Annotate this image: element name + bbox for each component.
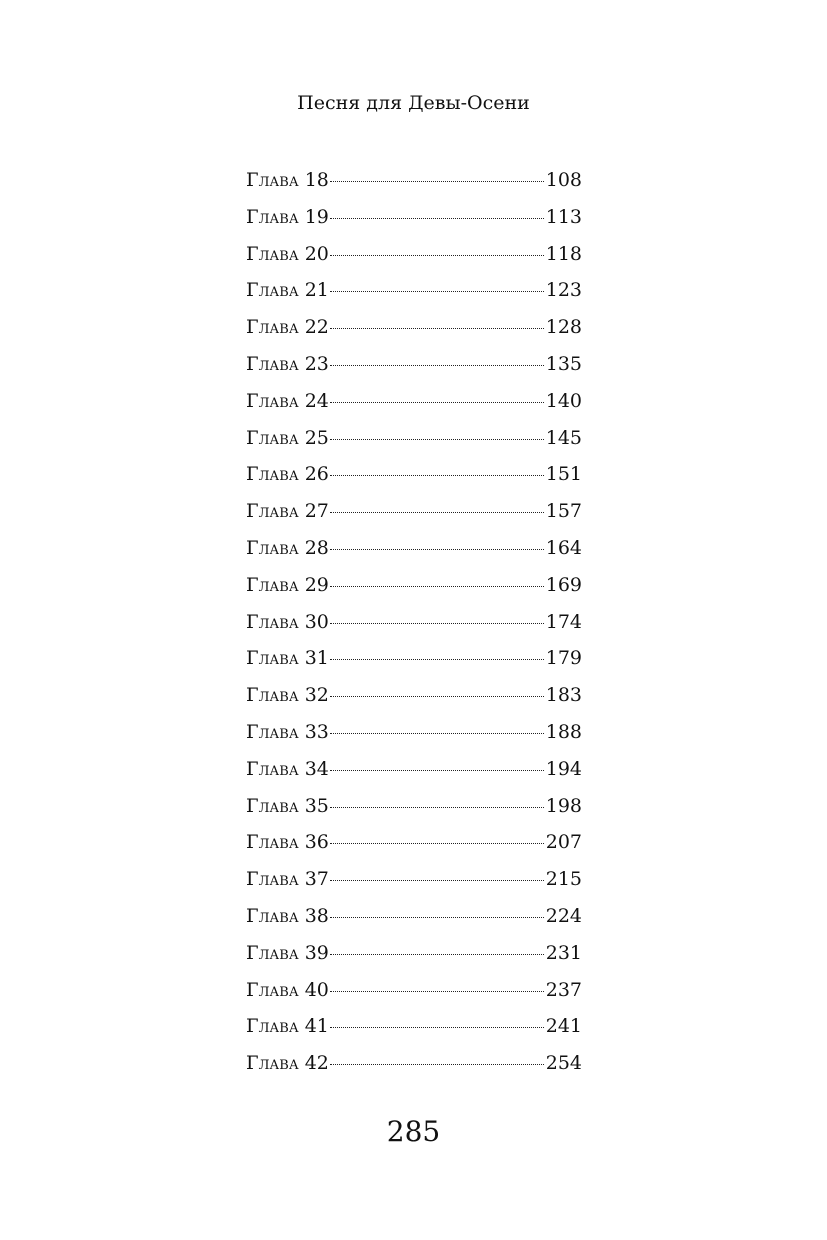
chapter-number: 36 xyxy=(304,831,329,854)
page-reference: 108 xyxy=(545,169,582,191)
page-reference: 207 xyxy=(545,831,582,854)
chapter-number: 22 xyxy=(304,316,329,339)
page-reference: 128 xyxy=(545,316,582,339)
page-reference: 118 xyxy=(545,242,582,265)
chapter-label xyxy=(246,793,329,819)
page-reference: 145 xyxy=(545,426,582,449)
toc-entry[interactable] xyxy=(246,167,582,204)
dot-leader xyxy=(330,733,544,734)
chapter-number: 30 xyxy=(304,610,329,633)
chapter-word: Глава xyxy=(246,426,299,449)
toc-entry[interactable] xyxy=(246,241,582,278)
chapter-label xyxy=(246,277,329,303)
dot-leader xyxy=(330,586,544,587)
page-reference: 198 xyxy=(545,794,582,817)
toc-entry[interactable] xyxy=(246,609,582,646)
toc-entry[interactable] xyxy=(246,940,582,977)
chapter-number: 35 xyxy=(304,794,329,817)
toc-entry[interactable] xyxy=(246,461,582,498)
toc-entry[interactable] xyxy=(246,903,582,940)
toc-entry[interactable] xyxy=(246,829,582,866)
toc-entry[interactable] xyxy=(246,1013,582,1050)
dot-leader xyxy=(330,991,544,992)
chapter-number: 37 xyxy=(304,868,329,891)
dot-leader xyxy=(330,439,544,440)
dot-leader xyxy=(330,1027,544,1028)
dot-leader xyxy=(330,512,544,513)
page-reference: 157 xyxy=(545,500,582,523)
chapter-label xyxy=(246,903,329,929)
dot-leader xyxy=(330,255,544,256)
page-reference: 174 xyxy=(545,610,582,633)
chapter-word: Глава xyxy=(246,169,299,191)
dot-leader xyxy=(330,365,544,366)
dot-leader xyxy=(330,917,544,918)
dot-leader xyxy=(330,623,544,624)
chapter-label xyxy=(246,461,329,487)
chapter-number: 26 xyxy=(304,463,329,486)
toc-entry[interactable] xyxy=(246,351,582,388)
chapter-word: Глава xyxy=(246,794,299,817)
toc-entry[interactable] xyxy=(246,756,582,793)
dot-leader xyxy=(330,402,544,403)
chapter-number: 27 xyxy=(304,500,329,523)
chapter-word: Глава xyxy=(246,904,299,927)
chapter-label xyxy=(246,940,329,966)
chapter-number: 32 xyxy=(304,684,329,707)
chapter-word: Глава xyxy=(246,684,299,707)
chapter-label xyxy=(246,388,329,414)
chapter-word: Глава xyxy=(246,279,299,302)
chapter-label xyxy=(246,167,329,193)
chapter-label xyxy=(246,645,329,671)
toc-entry[interactable] xyxy=(246,388,582,425)
chapter-label xyxy=(246,314,329,340)
chapter-number: 33 xyxy=(304,720,329,743)
chapter-word: Глава xyxy=(246,647,299,670)
chapter-number: 23 xyxy=(304,352,329,375)
chapter-word: Глава xyxy=(246,573,299,596)
page-reference: 164 xyxy=(545,536,582,559)
page-reference: 113 xyxy=(545,205,582,228)
page-reference: 241 xyxy=(545,1015,582,1038)
chapter-number: 38 xyxy=(304,904,329,927)
page-reference: 188 xyxy=(545,720,582,743)
chapter-label xyxy=(246,609,329,635)
toc-entry[interactable] xyxy=(246,425,582,462)
toc-entry[interactable] xyxy=(246,645,582,682)
toc-entry[interactable] xyxy=(246,572,582,609)
page-reference: 151 xyxy=(545,463,582,486)
chapter-number: 39 xyxy=(304,941,329,964)
chapter-word: Глава xyxy=(246,941,299,964)
dot-leader xyxy=(330,475,544,476)
page-number: 285 xyxy=(386,1115,441,1148)
chapter-word: Глава xyxy=(246,831,299,854)
chapter-label xyxy=(246,1050,329,1076)
chapter-label xyxy=(246,977,329,1003)
chapter-label xyxy=(246,498,329,524)
chapter-number: 24 xyxy=(304,389,329,412)
chapter-number: 20 xyxy=(304,242,329,265)
toc-entry[interactable] xyxy=(246,314,582,351)
chapter-label xyxy=(246,719,329,745)
dot-leader xyxy=(330,328,544,329)
toc-entry[interactable] xyxy=(246,498,582,535)
chapter-number: 31 xyxy=(304,647,329,670)
dot-leader xyxy=(330,880,544,881)
chapter-label xyxy=(246,829,329,855)
chapter-word: Глава xyxy=(246,205,299,228)
dot-leader xyxy=(330,696,544,697)
dot-leader xyxy=(330,181,544,182)
chapter-word: Глава xyxy=(246,757,299,780)
dot-leader xyxy=(330,954,544,955)
page-reference: 179 xyxy=(545,647,582,670)
toc-entry[interactable] xyxy=(246,977,582,1014)
toc-entry[interactable] xyxy=(246,682,582,719)
chapter-word: Глава xyxy=(246,500,299,523)
dot-leader xyxy=(330,218,544,219)
chapter-label xyxy=(246,425,329,451)
dot-leader xyxy=(330,1064,544,1065)
page-reference: 140 xyxy=(545,389,582,412)
page-reference: 123 xyxy=(545,279,582,302)
toc-entry[interactable] xyxy=(246,719,582,756)
chapter-number: 42 xyxy=(304,1052,329,1075)
chapter-number: 40 xyxy=(304,978,329,1001)
toc-entry[interactable] xyxy=(246,866,582,903)
page-reference: 224 xyxy=(545,904,582,927)
chapter-label xyxy=(246,756,329,782)
chapter-number: 28 xyxy=(304,536,329,559)
chapter-word: Глава xyxy=(246,389,299,412)
page-reference: 194 xyxy=(545,757,582,780)
chapter-word: Глава xyxy=(246,720,299,743)
chapter-word: Глава xyxy=(246,352,299,375)
chapter-label xyxy=(246,1013,329,1039)
chapter-word: Глава xyxy=(246,536,299,559)
chapter-word: Глава xyxy=(246,868,299,891)
page-reference: 237 xyxy=(545,978,582,1001)
page-reference: 169 xyxy=(545,573,582,596)
dot-leader xyxy=(330,291,544,292)
chapter-label xyxy=(246,572,329,598)
chapter-number: 25 xyxy=(304,426,329,449)
chapter-number: 34 xyxy=(304,757,329,780)
toc-entry[interactable] xyxy=(246,1050,582,1087)
toc-entry[interactable] xyxy=(246,793,582,830)
toc-entry[interactable] xyxy=(246,204,582,241)
chapter-number: 29 xyxy=(304,573,329,596)
chapter-label xyxy=(246,241,329,267)
chapter-word: Глава xyxy=(246,978,299,1001)
page-reference: 183 xyxy=(545,684,582,707)
page-reference: 231 xyxy=(545,941,582,964)
dot-leader xyxy=(330,549,544,550)
chapter-number: 21 xyxy=(304,279,329,302)
chapter-number: 41 xyxy=(304,1015,329,1038)
page-reference: 254 xyxy=(545,1052,582,1075)
chapter-label xyxy=(246,351,329,377)
running-head: Песня для Девы-Осени xyxy=(297,92,530,114)
chapter-word: Глава xyxy=(246,1015,299,1038)
chapter-word: Глава xyxy=(246,242,299,265)
chapter-word: Глава xyxy=(246,463,299,486)
chapter-word: Глава xyxy=(246,610,299,633)
chapter-number: 19 xyxy=(304,205,329,228)
chapter-label xyxy=(246,866,329,892)
page-reference: 215 xyxy=(545,868,582,891)
chapter-word: Глава xyxy=(246,316,299,339)
table-of-contents xyxy=(246,167,582,1087)
toc-entry[interactable] xyxy=(246,277,582,314)
dot-leader xyxy=(330,807,544,808)
dot-leader xyxy=(330,659,544,660)
toc-entry[interactable] xyxy=(246,535,582,572)
dot-leader xyxy=(330,770,544,771)
chapter-label xyxy=(246,535,329,561)
chapter-word: Глава xyxy=(246,1052,299,1075)
chapter-number: 18 xyxy=(304,169,329,191)
chapter-label xyxy=(246,682,329,708)
chapter-label xyxy=(246,204,329,230)
page-reference: 135 xyxy=(545,352,582,375)
dot-leader xyxy=(330,843,544,844)
